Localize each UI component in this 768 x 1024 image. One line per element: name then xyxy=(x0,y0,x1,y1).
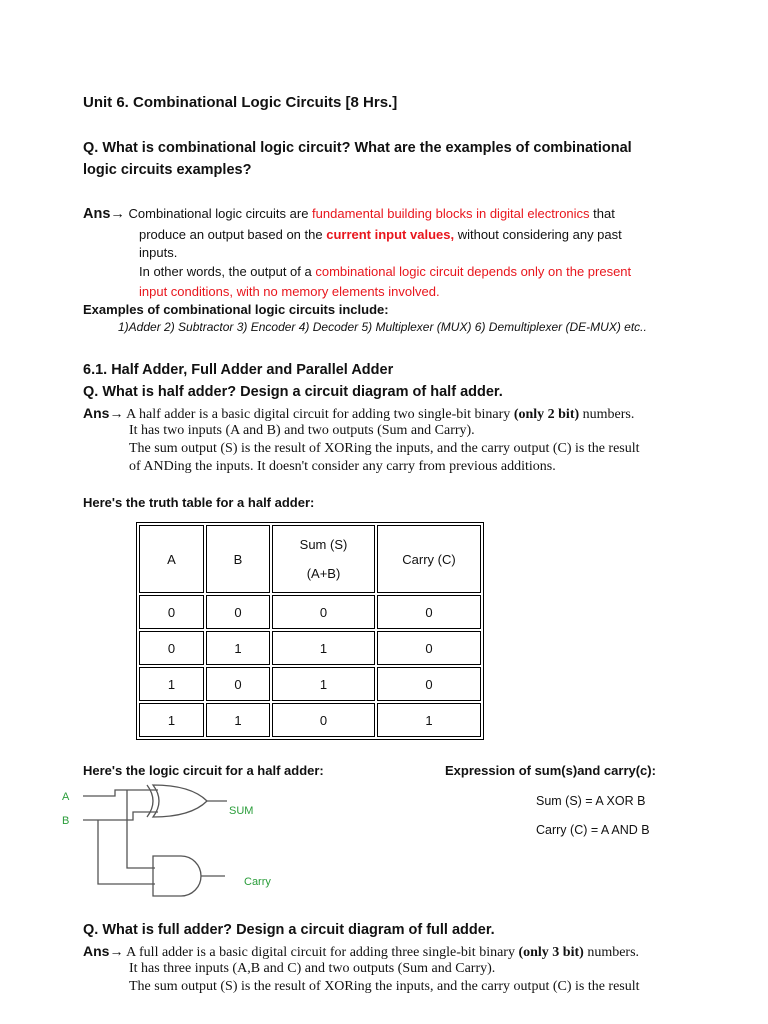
highlight-text: current input values, xyxy=(326,227,455,242)
input-b-label: B xyxy=(62,815,70,827)
answer-1-line-5: input conditions, with no memory elements involved. xyxy=(139,284,440,299)
answer-2-line-4: of ANDing the inputs. It doesn't consider any carry from previous additions. xyxy=(129,459,556,474)
table-cell: 0 xyxy=(272,595,375,629)
header-cell-b: B xyxy=(206,525,270,593)
header-cell-sum xyxy=(272,525,375,593)
expression-heading: Expression of sum(s)and carry(c): xyxy=(445,763,656,778)
highlight-text: combinational logic circuit depends only on the present xyxy=(315,264,632,279)
table-cell: 0 xyxy=(377,595,481,629)
table-row xyxy=(139,595,481,629)
table-cell: 0 xyxy=(272,703,375,737)
table-row xyxy=(139,667,481,701)
text: without considering any past xyxy=(454,227,622,242)
table-cell: 0 xyxy=(139,595,204,629)
xor-gate xyxy=(153,785,207,817)
bold-text: (only 3 bit) xyxy=(518,945,584,960)
text: A half adder is a basic digital circuit for adding two single-bit binary xyxy=(123,407,514,422)
header-cell-a: A xyxy=(139,525,204,593)
question-2: Q. What is half adder? Design a circuit diagram of half adder. xyxy=(83,384,503,400)
answer-1-line-3: inputs. xyxy=(139,245,178,260)
input-a-label: A xyxy=(62,791,70,803)
table-row xyxy=(139,631,481,665)
table-header-row xyxy=(139,525,481,593)
ans-prefix: Ans→ xyxy=(83,943,124,959)
answer-1-line-4 xyxy=(139,262,631,281)
table-row xyxy=(139,703,481,737)
table-cell: 1 xyxy=(206,631,270,665)
table-cell: 1 xyxy=(139,703,204,737)
text: Combinational logic circuits are xyxy=(124,206,313,221)
text: numbers. xyxy=(583,945,640,960)
wire-a xyxy=(83,790,158,796)
sum-header-label: Sum (S) xyxy=(299,537,348,552)
bold-text: (only 2 bit) xyxy=(513,407,580,422)
text: A full adder is a basic digital circuit for adding three single-bit binary xyxy=(123,945,519,960)
question-1-line-1: Q. What is combinational logic circuit? What are the examples of combinational xyxy=(83,140,632,156)
carry-output-label: Carry xyxy=(244,876,271,888)
text: produce an output based on the xyxy=(139,227,327,242)
logic-circuit-heading: Here's the logic circuit for a half adder: xyxy=(83,763,324,778)
table-cell: 1 xyxy=(272,667,375,701)
question-1-line-2: logic circuits examples? xyxy=(83,162,252,178)
header-cell-carry: Carry (C) xyxy=(377,525,481,593)
truth-table-heading: Here's the truth table for a half adder: xyxy=(83,495,315,510)
table-cell: 1 xyxy=(377,703,481,737)
answer-3-line-2: It has three inputs (A,B and C) and two outputs (Sum and Carry). xyxy=(129,961,496,976)
answer-2-line-1 xyxy=(83,404,634,424)
table-cell: 1 xyxy=(139,667,204,701)
ans-prefix: Ans→ xyxy=(83,206,125,222)
examples-list: 1)Adder 2) Subtractor 3) Encoder 4) Decoder 5) Multiplexer (MUX) 6) Demultiplexer (DE-MUX) etc.. xyxy=(118,320,647,334)
table-cell: 1 xyxy=(206,703,270,737)
examples-heading: Examples of combinational logic circuits include: xyxy=(83,302,389,317)
table-cell: 0 xyxy=(139,631,204,665)
unit-title: Unit 6. Combinational Logic Circuits [8 Hrs.] xyxy=(83,94,398,111)
carry-expression: Carry (C) = A AND B xyxy=(536,823,650,837)
sum-output-label: SUM xyxy=(229,805,254,817)
highlight-text: fundamental building blocks in digital electronics xyxy=(312,206,590,221)
table-cell: 1 xyxy=(272,631,375,665)
section-heading: 6.1. Half Adder, Full Adder and Parallel Adder xyxy=(83,362,394,378)
sum-expression: Sum (S) = A XOR B xyxy=(536,794,646,808)
answer-2-line-2: It has two inputs (A and B) and two outputs (Sum and Carry). xyxy=(129,423,475,438)
answer-2-line-3: The sum output (S) is the result of XORing the inputs, and the carry output (C) is the result xyxy=(129,441,640,456)
truth-table xyxy=(136,522,484,740)
table-cell: 0 xyxy=(206,595,270,629)
and-gate xyxy=(153,856,201,896)
answer-1-line-2 xyxy=(139,225,622,244)
wire-b xyxy=(83,812,158,820)
table-cell: 0 xyxy=(377,631,481,665)
answer-3-line-3: The sum output (S) is the result of XORing the inputs, and the carry output (C) is the result xyxy=(129,979,640,994)
sum-header-expression: (A+B) xyxy=(306,566,341,581)
table-cell: 0 xyxy=(206,667,270,701)
ans-prefix: Ans→ xyxy=(83,405,124,421)
half-adder-circuit xyxy=(55,784,295,908)
text: that xyxy=(589,206,615,221)
text: In other words, the output of a xyxy=(139,264,316,279)
question-3: Q. What is full adder? Design a circuit diagram of full adder. xyxy=(83,922,495,938)
table-cell: 0 xyxy=(377,667,481,701)
text: numbers. xyxy=(579,407,635,422)
wire-a-to-and xyxy=(127,790,155,868)
answer-3-line-1 xyxy=(83,942,639,962)
answer-1-line-1 xyxy=(83,204,615,224)
